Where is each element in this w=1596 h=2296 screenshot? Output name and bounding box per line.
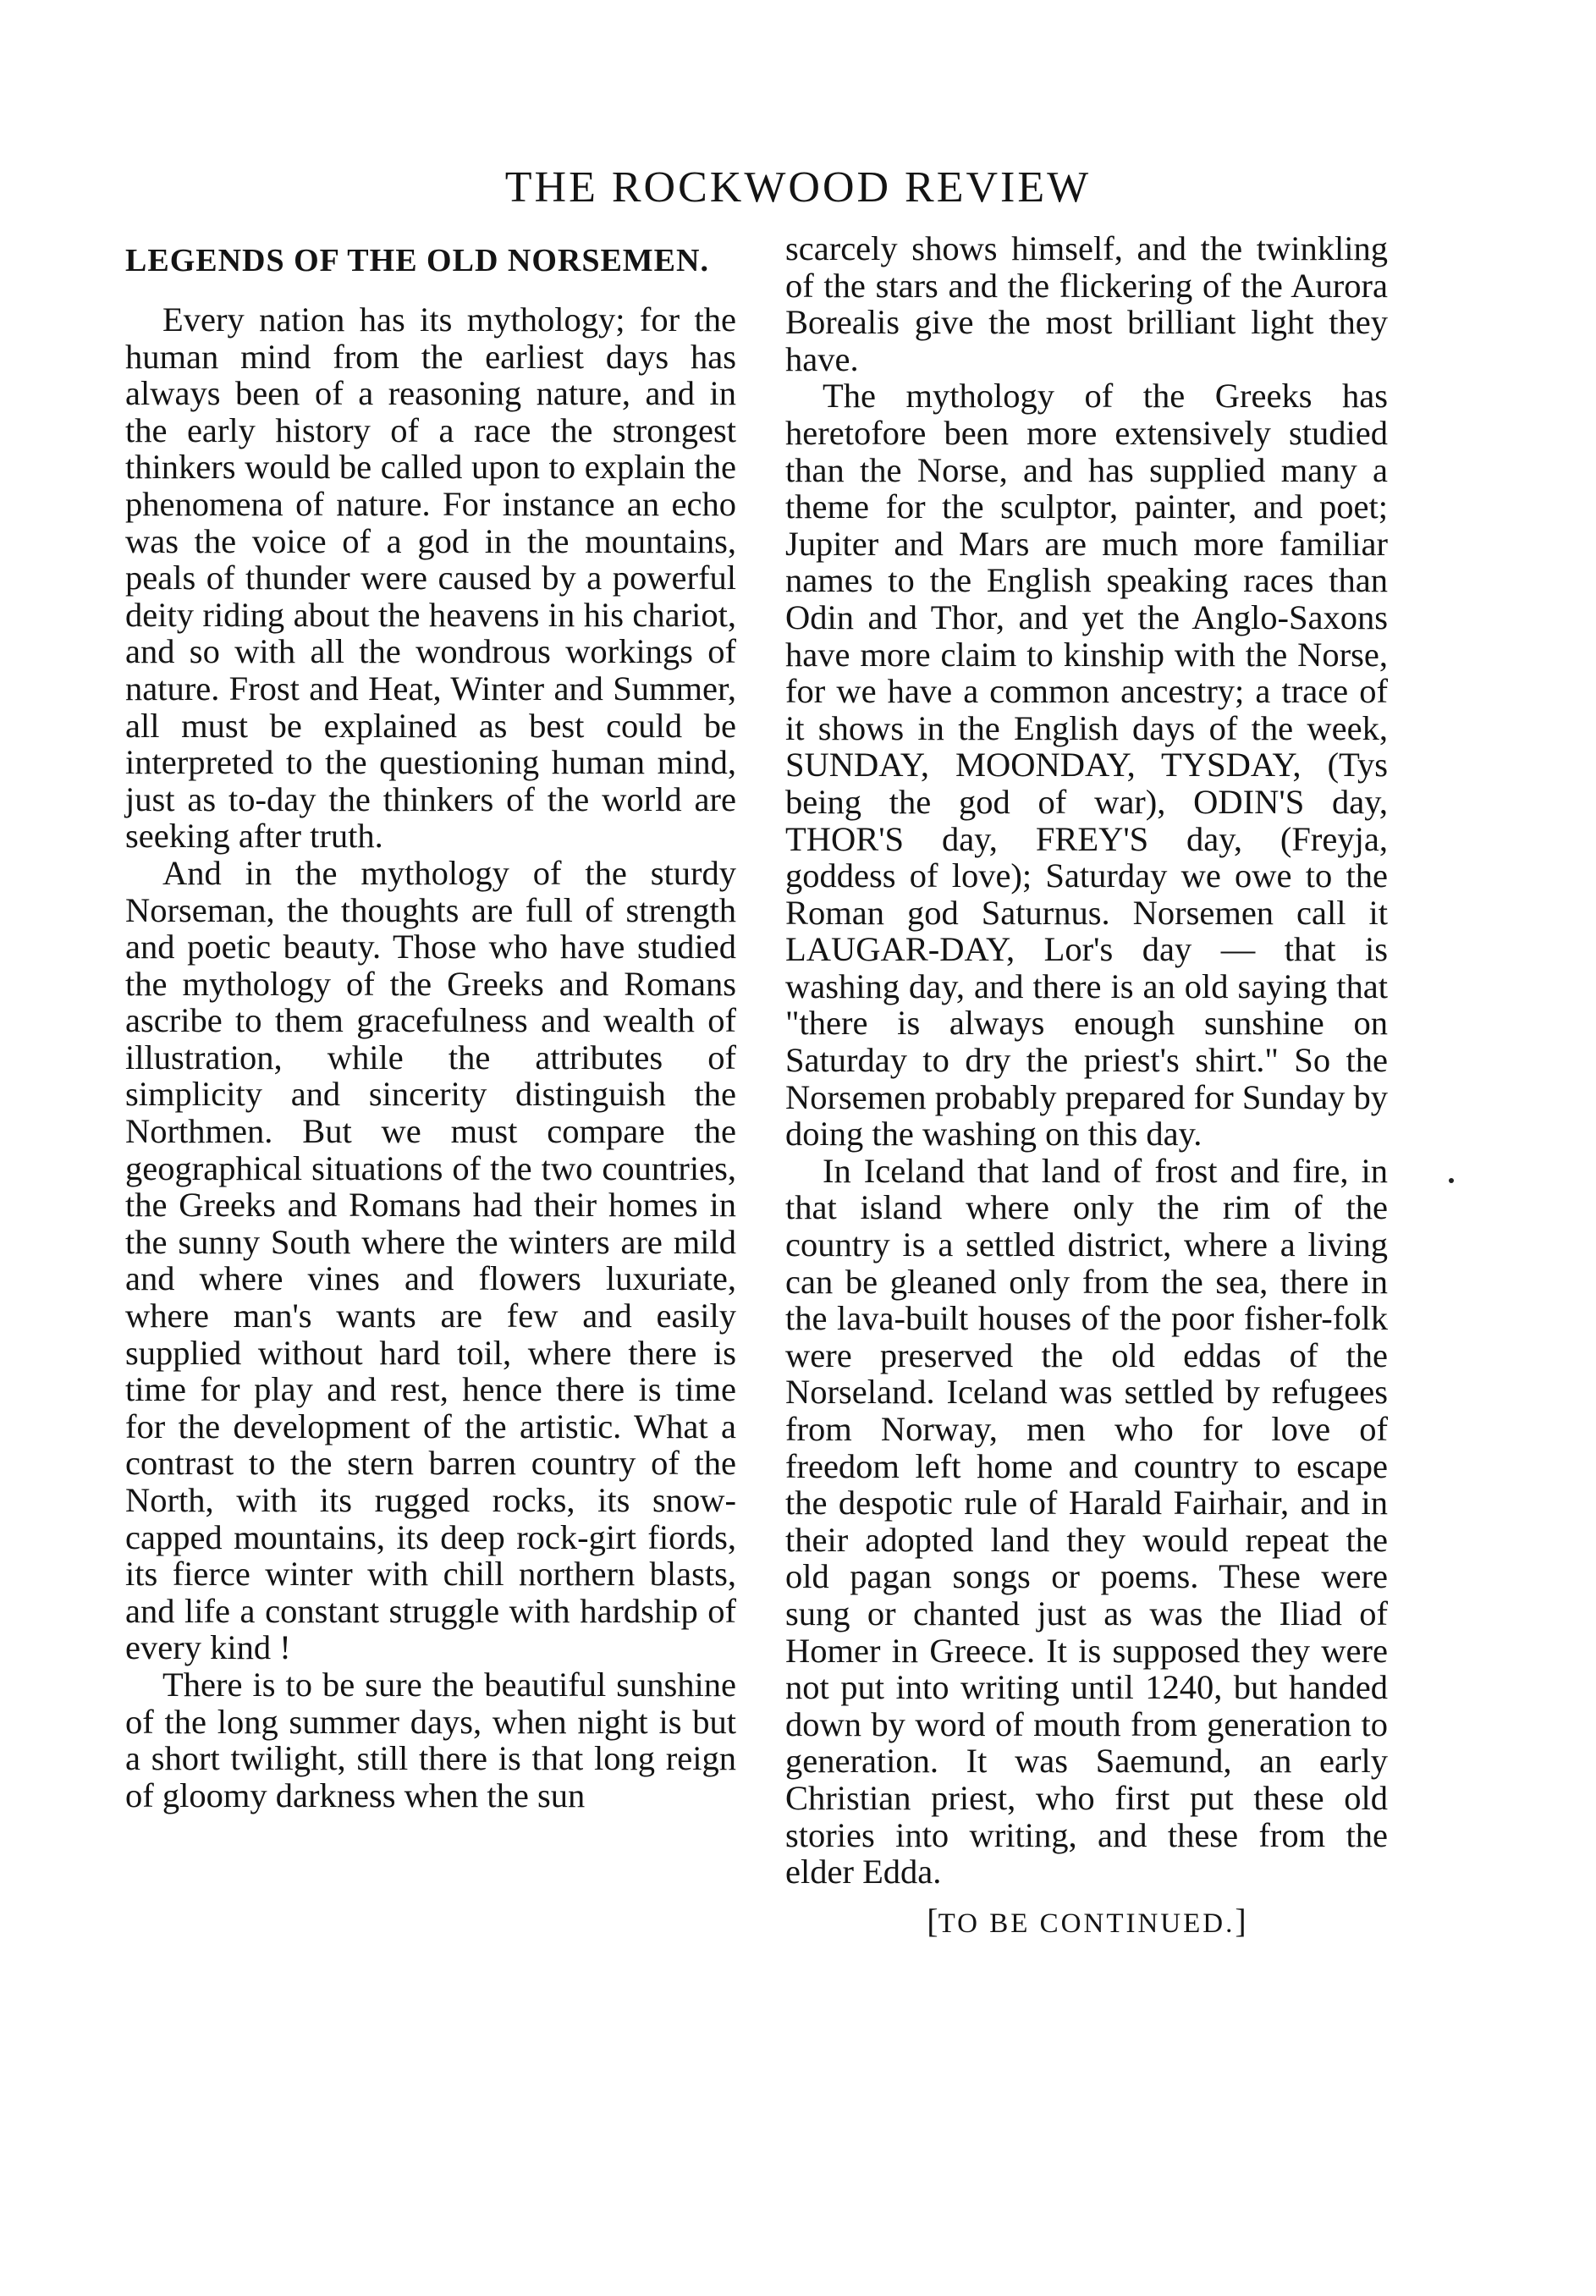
running-head: THE ROCKWOOD REVIEW [504,163,1092,212]
left-column [125,228,736,1814]
paragraph: The mythology of the Greeks has heretofore been more extensively studied than the Norse, and has supplied many a theme for the sculptor, painter, and poet; Jupiter and Mars are much more familiar names to the English speaking races than Odin and Thor, and yet the Anglo-Saxons have more claim to kinship with the Norse, for we have a common ancestry; a trace of it shows in the English days of the week, SUNDAY, MOONDAY, TYSDAY, (Tys being the god of war), ODIN'S day, THOR'S day, FREY'S day, (Freyja, goddess of love); Saturday we owe to the Roman god Saturnus. Norsemen call it LAUGAR-DAY, Lor's day — that is washing day, and there is an old saying that "there is always enough sunshine on Saturday to dry the priest's shirt." So the Norsemen probably prepared for Sunday by doing the washing on this day. [785,377,1388,1154]
paragraph: There is to be sure the beautiful sunshine of the long summer days, when night is but a short twilight, still there is that long reign of gloomy darkness when the sun [125,1665,736,1814]
paragraph: And in the mythology of the sturdy Norseman, the thoughts are full of strength and poetic beauty. Those who have studied the mythology of the Greeks and Romans ascribe to them gracefulness and wealth of illustration, while the attributes of simplicity and sincerity distinguish the Northmen. But we must compare the geographical situations of the two countries, the Greeks and Romans had their homes in the sunny South where the winters are mild and where vines and flowers luxuriate, where man's wants are few and easily supplied without hard toil, where there is time for play and rest, hence there is time for the development of the artistic. What a contrast to the stern barren country of the North, with its rugged rocks, its snow-capped mountains, its deep rock-girt fiords, its fierce winter with chill northern blasts, and life a constant struggle with hardship of every kind ! [125,853,736,1667]
to-be-continued-note [785,1902,1388,1943]
open-bracket: [ [927,1901,938,1940]
paragraph-continuation: scarcely shows himself, and the twinkling of the stars and the flickering of the Aurora Borealis give the most brilliant light they have. [785,229,1388,378]
article-title: LEGENDS OF THE OLD NORSEMEN. [125,243,709,278]
right-column [785,230,1388,1942]
paragraph: Every nation has its mythology; for the human mind from the earliest days has always been of a reasoning nature, and in the early history of a race the strongest thinkers would be called upon to explain the phenomena of nature. For instance an echo was the voice of a god in the mountains, peals of thunder were caused by a powerful deity riding about the heavens in his chariot, and so with all the wondrous workings of nature. Frost and Heat, Winter and Summer, all must be explained as best could be interpreted to the questioning human mind, just as to-day the thinkers of the world are seeking after truth. [125,300,736,856]
to-be-continued-text: TO BE CONTINUED. [938,1908,1236,1939]
paragraph: In Iceland that land of frost and fire, in that island where only the rim of the country is a settled district, where a living can be gleaned only from the sea, there in the lava-built houses of the poor fisher-folk were preserved the old eddas of the Norseland. Iceland was settled by refugees from Norway, men who for love of freedom left home and country to escape the despotic rule of Harald Fairhair, and in their adopted land they would repeat the old pagan songs or poems. These were sung or chanted just as was the Iliad of Homer in Greece. It is supposed they were not put into writing until 1240, but handed down by word of mouth from generation to generation. It was Saemund, an early Christian priest, who first put these old stories into writing, and these from the elder Edda. [785,1151,1388,1891]
print-speck [1449,1178,1454,1183]
close-bracket: ] [1235,1901,1247,1940]
